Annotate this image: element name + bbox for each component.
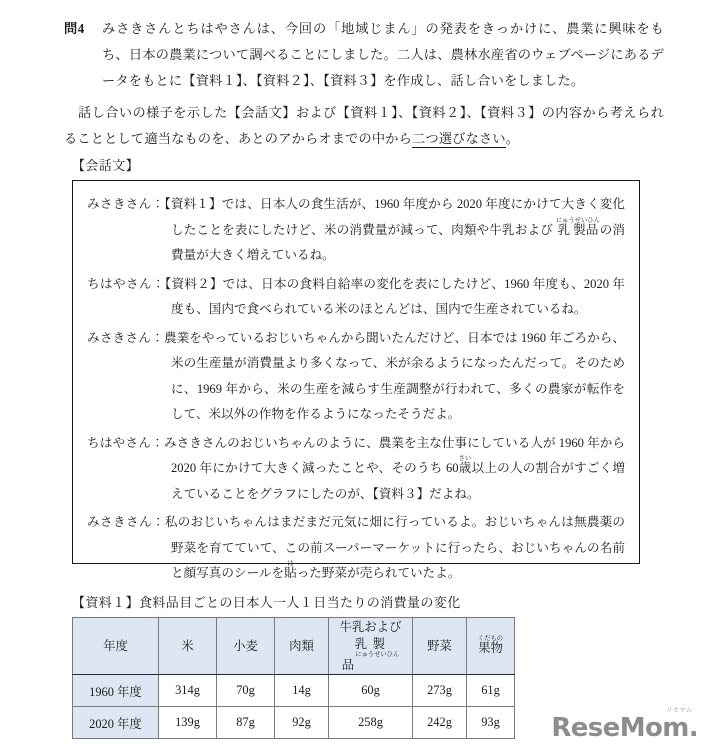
cell-wheat: 87g — [217, 707, 275, 739]
ruby-annotation — [458, 455, 472, 475]
cell-meat: 14g — [275, 675, 329, 707]
turn-text-before: みさきさんのおじいちゃんのように、農業を主な仕事にしている人が 1960 年から 2020 年にかけて大きく減ったことや、そのうち 60 — [164, 435, 626, 475]
table-row — [73, 675, 515, 707]
speaker-name: ちはやさん： — [87, 276, 165, 291]
ruby-text: にゅうせいひん — [355, 650, 400, 658]
turn-text-after: 以上の人の割合がすごく増えていることをグラフにしたのが、【資料３】だよね。 — [171, 461, 626, 501]
ruby-annotation — [555, 216, 600, 237]
turn-text-before: 農業をやっているおじいちゃんから聞いたんだけど、日本では 1960 年ごろから、米の生産量が消費量より多くなって、米が余るようになったんだって。そのために、1969 年から、米の生産を減らす生産調整が行われて、多くの農家が転作をして、米以外の作物を作るようになったそうだよ。 — [164, 330, 626, 421]
column-header-dairy — [329, 618, 413, 675]
cell-meat: 92g — [275, 707, 329, 739]
conversation-turn — [87, 326, 625, 428]
conversation-turn — [87, 192, 625, 269]
cell-dairy: 258g — [329, 707, 413, 739]
ruby-annotation — [284, 560, 297, 580]
cell-vegetables: 273g — [413, 675, 467, 707]
ruby-text: にゅうせいひん — [555, 216, 600, 224]
stem-paragraph-1-text: みさきさんとちはやさんは、今回の「地域じまん」の発表をきっかけに、農業に興味をもち、日本の農業について調べることにしました。二人は、農林水産省のウェブページにあるデータをもとに【資料１】、【資料２】、【資料３】を作成し、話し合いをしました。 — [102, 21, 664, 88]
ruby-annotation — [477, 635, 504, 655]
column-header-wheat: 小麦 — [217, 618, 275, 675]
consumption-table — [72, 617, 515, 739]
resemom-watermark — [551, 708, 698, 743]
cell-vegetables: 242g — [413, 707, 467, 739]
table-header-row — [73, 618, 515, 675]
column-header-vegetables: 野菜 — [413, 618, 467, 675]
cell-fruit: 61g — [467, 675, 515, 707]
conversation-label: 【会話文】 — [72, 158, 140, 173]
ruby-base: 貼 — [284, 566, 297, 580]
turn-text-before: 【資料１】では、日本人の食生活が、1960 年度から 2020 年度にかけて大きく変化したことを表にしたけど、米の消費量が減って、肉類や牛乳および — [164, 197, 625, 237]
ruby-text: さい — [458, 455, 472, 462]
ruby-annotation — [329, 636, 412, 674]
ruby-base: 乳 製品 — [341, 636, 387, 672]
ruby-base: 乳 製品 — [555, 222, 600, 237]
cell-wheat: 70g — [217, 675, 275, 707]
dairy-header-line1: 牛乳および — [339, 619, 402, 634]
cell-dairy: 60g — [329, 675, 413, 707]
turn-text-before: 私のおじいちゃんはまだまだ元気に畑に行っているよ。おじいちゃんは無農薬の野菜を育てていて、この前スーパーマーケットに行ったら、おじいちゃんの名前と顔写真のシールを — [164, 515, 626, 580]
shiryo1-table-wrapper — [72, 617, 515, 739]
column-header-rice: 米 — [159, 618, 217, 675]
question-stem — [64, 16, 664, 152]
turn-text-after: った野菜が売られていたよ。 — [296, 566, 461, 580]
column-header-meat: 肉類 — [275, 618, 329, 675]
watermark-ruby: リセマム — [666, 708, 692, 714]
speaker-name: ちはやさん： — [87, 435, 164, 450]
conversation-turn — [87, 510, 625, 587]
row-header-year: 2020 年度 — [73, 707, 159, 739]
question-number: 問4 — [64, 21, 85, 36]
turn-text-after: の消費量が大きく増えているね。 — [171, 222, 625, 262]
cell-fruit: 93g — [467, 707, 515, 739]
stem-underlined-instruction: 二つ選びなさい — [412, 131, 506, 146]
watermark-text: ReseMom. — [551, 713, 698, 743]
stem-paragraph-2 — [64, 100, 664, 152]
conversation-box — [72, 180, 640, 580]
ruby-base: 歳 — [458, 461, 472, 475]
table-row — [73, 707, 515, 739]
ruby-text: は — [284, 560, 297, 567]
speaker-name: みさきさん： — [87, 330, 164, 345]
stem-paragraph-2-tail: 。 — [505, 131, 520, 146]
speaker-name: みさきさん： — [87, 515, 165, 529]
cell-rice: 314g — [159, 675, 217, 707]
conversation-turn — [87, 272, 625, 323]
cell-rice: 139g — [159, 707, 217, 739]
turn-text-before: 【資料２】では、日本の食料自給率の変化を表にしたけど、1960 年度も、2020 年度も、国内で食べられている米のほとんどは、国内で生産されているね。 — [164, 276, 626, 316]
stem-paragraph-1 — [64, 16, 664, 94]
speaker-name: みさきさん： — [87, 197, 165, 211]
ruby-text: くだもの — [477, 635, 504, 642]
conversation-turn — [87, 431, 625, 508]
column-header-year: 年度 — [73, 618, 159, 675]
stem-paragraph-2-text: 話し合いの様子を示した【会話文】および【資料１】、【資料２】、【資料３】の内容から考えられることとして適当なものを、あとのアからオまでの中から — [64, 105, 664, 146]
shiryo1-caption: 【資料１】食料品目ごとの日本人一人１日当たりの消費量の変化 — [72, 595, 461, 610]
ruby-base: 果物 — [477, 641, 504, 655]
row-header-year: 1960 年度 — [73, 675, 159, 707]
column-header-fruit — [467, 618, 515, 675]
